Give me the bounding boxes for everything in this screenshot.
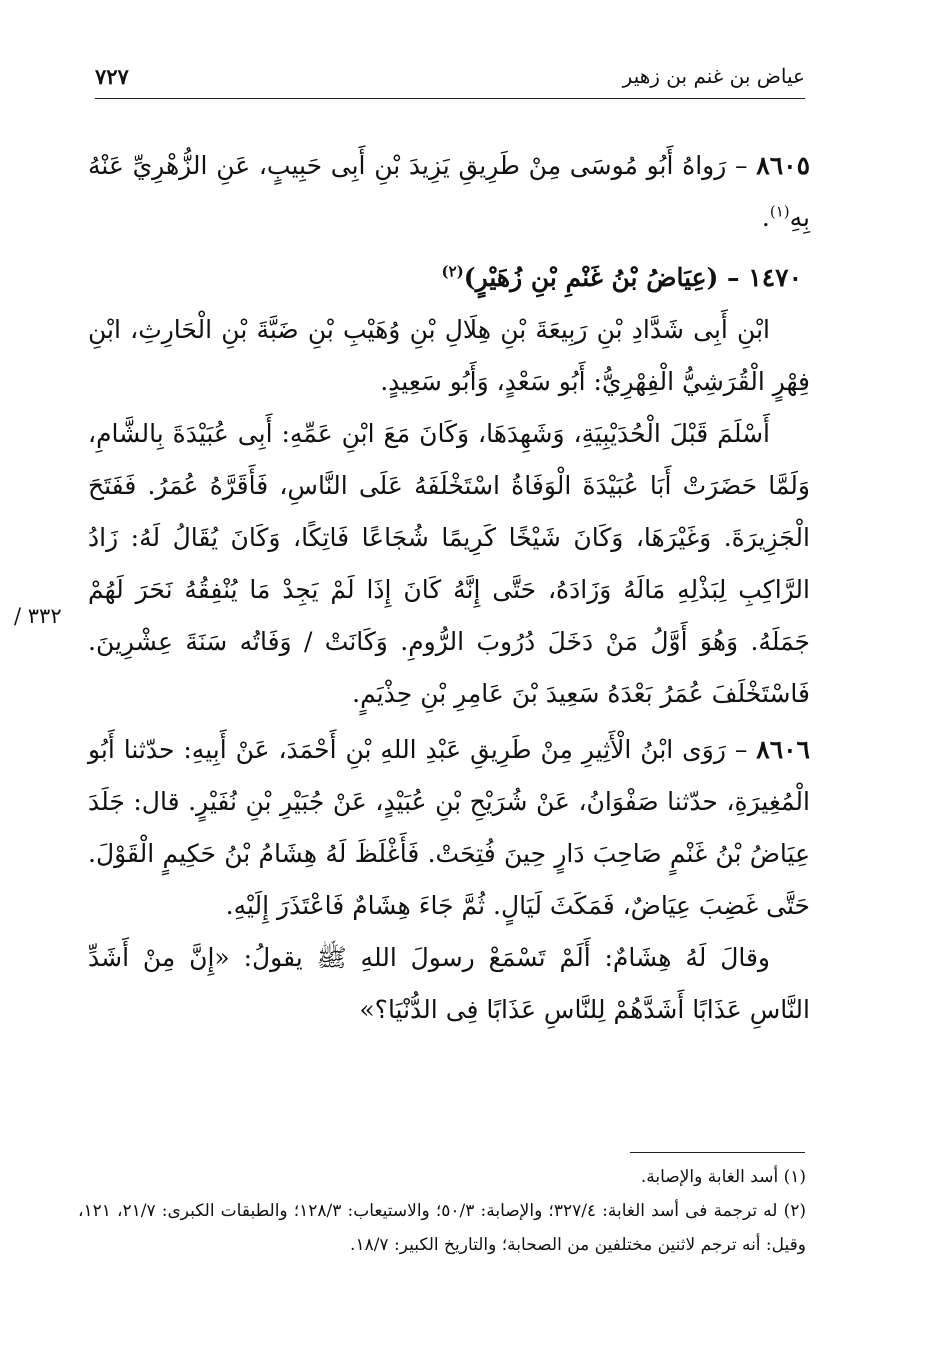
biography-paragraph: أَسْلَمَ قَبْلَ الْحُدَيْبِيَةِ، وَشَهِدَهَا، وَكَانَ مَعَ ابْنِ عَمِّهِ: أَبِى عُبَيْدَةَ بِالشَّامِ، وَلَمَّا حَضَرَتْ أَبَا عُبَيْدَةَ الْوَفَاةُ اسْتَخْلَفَهُ عَلَى النَّاسِ، فَأَقَرَّهُ عُمَرُ. فَفَتَحَ الْجَزِيرَةَ. وَغَيْرَهَا، وَكَانَ شَيْخًا كَرِيمًا شُجَاعًا فَاتِكًا، وَكَانَ يُقَالُ لَهُ: زَادُ الرَّاكِبِ لِبَذْلِهِ مَالَهُ وَزَادَهُ، حَتَّى إِنَّهُ كَانَ إِذَا لَمْ يَجِدْ مَا يُنْفِقُهُ نَحَرَ لَهُمْ جَمَلَهُ. وَهُوَ أَوَّلُ مَنْ دَخَلَ دُرُوبَ الرُّومِ. وَكَانَتْ / وَفَاتُه سَنَةَ عِشْرِينَ. فَاسْتَخْلَفَ عُمَرُ بَعْدَهُ سَعِيدَ بْنَ عَامِرِ بْنِ حِذْيَمٍ. xyxy=(88,419,810,708)
footnote-rule xyxy=(630,1152,805,1153)
footnote-2: (٢) له ترجمة فى أسد الغابة: ٣٢٧/٤؛ والإصابة: ٥٠/٣؛ والاستيعاب: ١٢٨/٣؛ والطبقات الكبرى: ٢١/٧، ١٢١، وقيل: أنه ترجم لاثنين مختلفين من الصحابة؛ والتاريخ الكبير: ١٨/٧. xyxy=(78,1201,806,1255)
entry-number: ٨٦٠٦ xyxy=(756,735,810,764)
main-text xyxy=(88,140,810,1036)
entry-end: . xyxy=(761,203,770,232)
biography-name: – (عِيَاضُ بْنُ غَنْمِ بْنِ زُهَيْرٍ) xyxy=(463,263,740,292)
footnote-ref: (٢) xyxy=(441,262,464,281)
footnotes xyxy=(78,1160,806,1262)
entry-text: – رَواهُ أَبُو مُوسَى مِنْ طَرِيقِ يَزِيدَ بْنِ أَبِى حَبِيبٍ، عَنِ الزُّهْرِيِّ عَنْهُ بِهِ xyxy=(88,151,810,232)
biography-lineage: ابْنِ أَبِى شَدَّادِ بْنِ رَبِيعَةَ بْنِ هِلَالِ بْنِ وُهَيْبِ بْنِ ضَبَّةَ بْنِ الْحَارِثِ، ابْنِ فِهْرٍ الْقُرَشِيُّ الْفِهْرِيُّ: أَبُو سَعْدٍ، وَأَبُو سَعِيدٍ. xyxy=(88,315,810,396)
running-header xyxy=(95,58,805,94)
header-rule xyxy=(95,98,805,99)
entry-number: ١٤٧٠ xyxy=(748,263,802,292)
entry-number: ٨٦٠٥ xyxy=(756,151,810,180)
margin-page-reference: ٣٣٢ / xyxy=(14,604,62,628)
footnote-ref: (١) xyxy=(769,202,790,221)
header-title: عياض بن غنم بن زهير xyxy=(622,64,805,88)
page-number: ٧٢٧ xyxy=(95,63,129,89)
biography-heading-1470 xyxy=(88,252,810,304)
hadith-entry-8605 xyxy=(88,140,810,244)
entry-text: – رَوَى ابْنُ الْأَثِيرِ مِنْ طَرِيقِ عَبْدِ اللهِ بْنِ أَحْمَدَ، عَنْ أَبِيهِ: حدّثنا أَبُو الْمُغِيرَةِ، حدّثنا صَفْوَانُ، عَنْ شُرَيْحِ بْنِ عُبَيْدٍ، عَنْ جُبَيْرِ بْنِ نُفَيْرٍ. قال: جَلَدَ عِيَاضُ بْنُ غَنْمٍ صَاحِبَ دَارٍ حِينَ فُتِحَتْ. فَأَغْلَظَ لَهُ هِشَامُ بْنُ حَكِيمٍ الْقَوْلَ. حَتَّى غَضِبَ عِيَاضٌ، فَمَكَثَ لَيَالٍ. ثُمَّ جَاءَ هِشَامٌ فَاعْتَذَرَ إِلَيْهِ. xyxy=(88,735,810,920)
footnote-1: (١) أسد الغابة والإصابة. xyxy=(640,1167,806,1187)
hadith-quote: وقالَ لَهُ هِشَامٌ: أَلَمْ تَسْمَعْ رسولَ اللهِ ﷺ يقولُ: «إِنَّ مِنْ أَشَدِّ النَّاسِ عَذَابًا أَشَدَّهُمْ لِلنَّاسِ عَذَابًا فِى الدُّنْيَا؟» xyxy=(88,943,810,1024)
hadith-entry-8606 xyxy=(88,724,810,932)
